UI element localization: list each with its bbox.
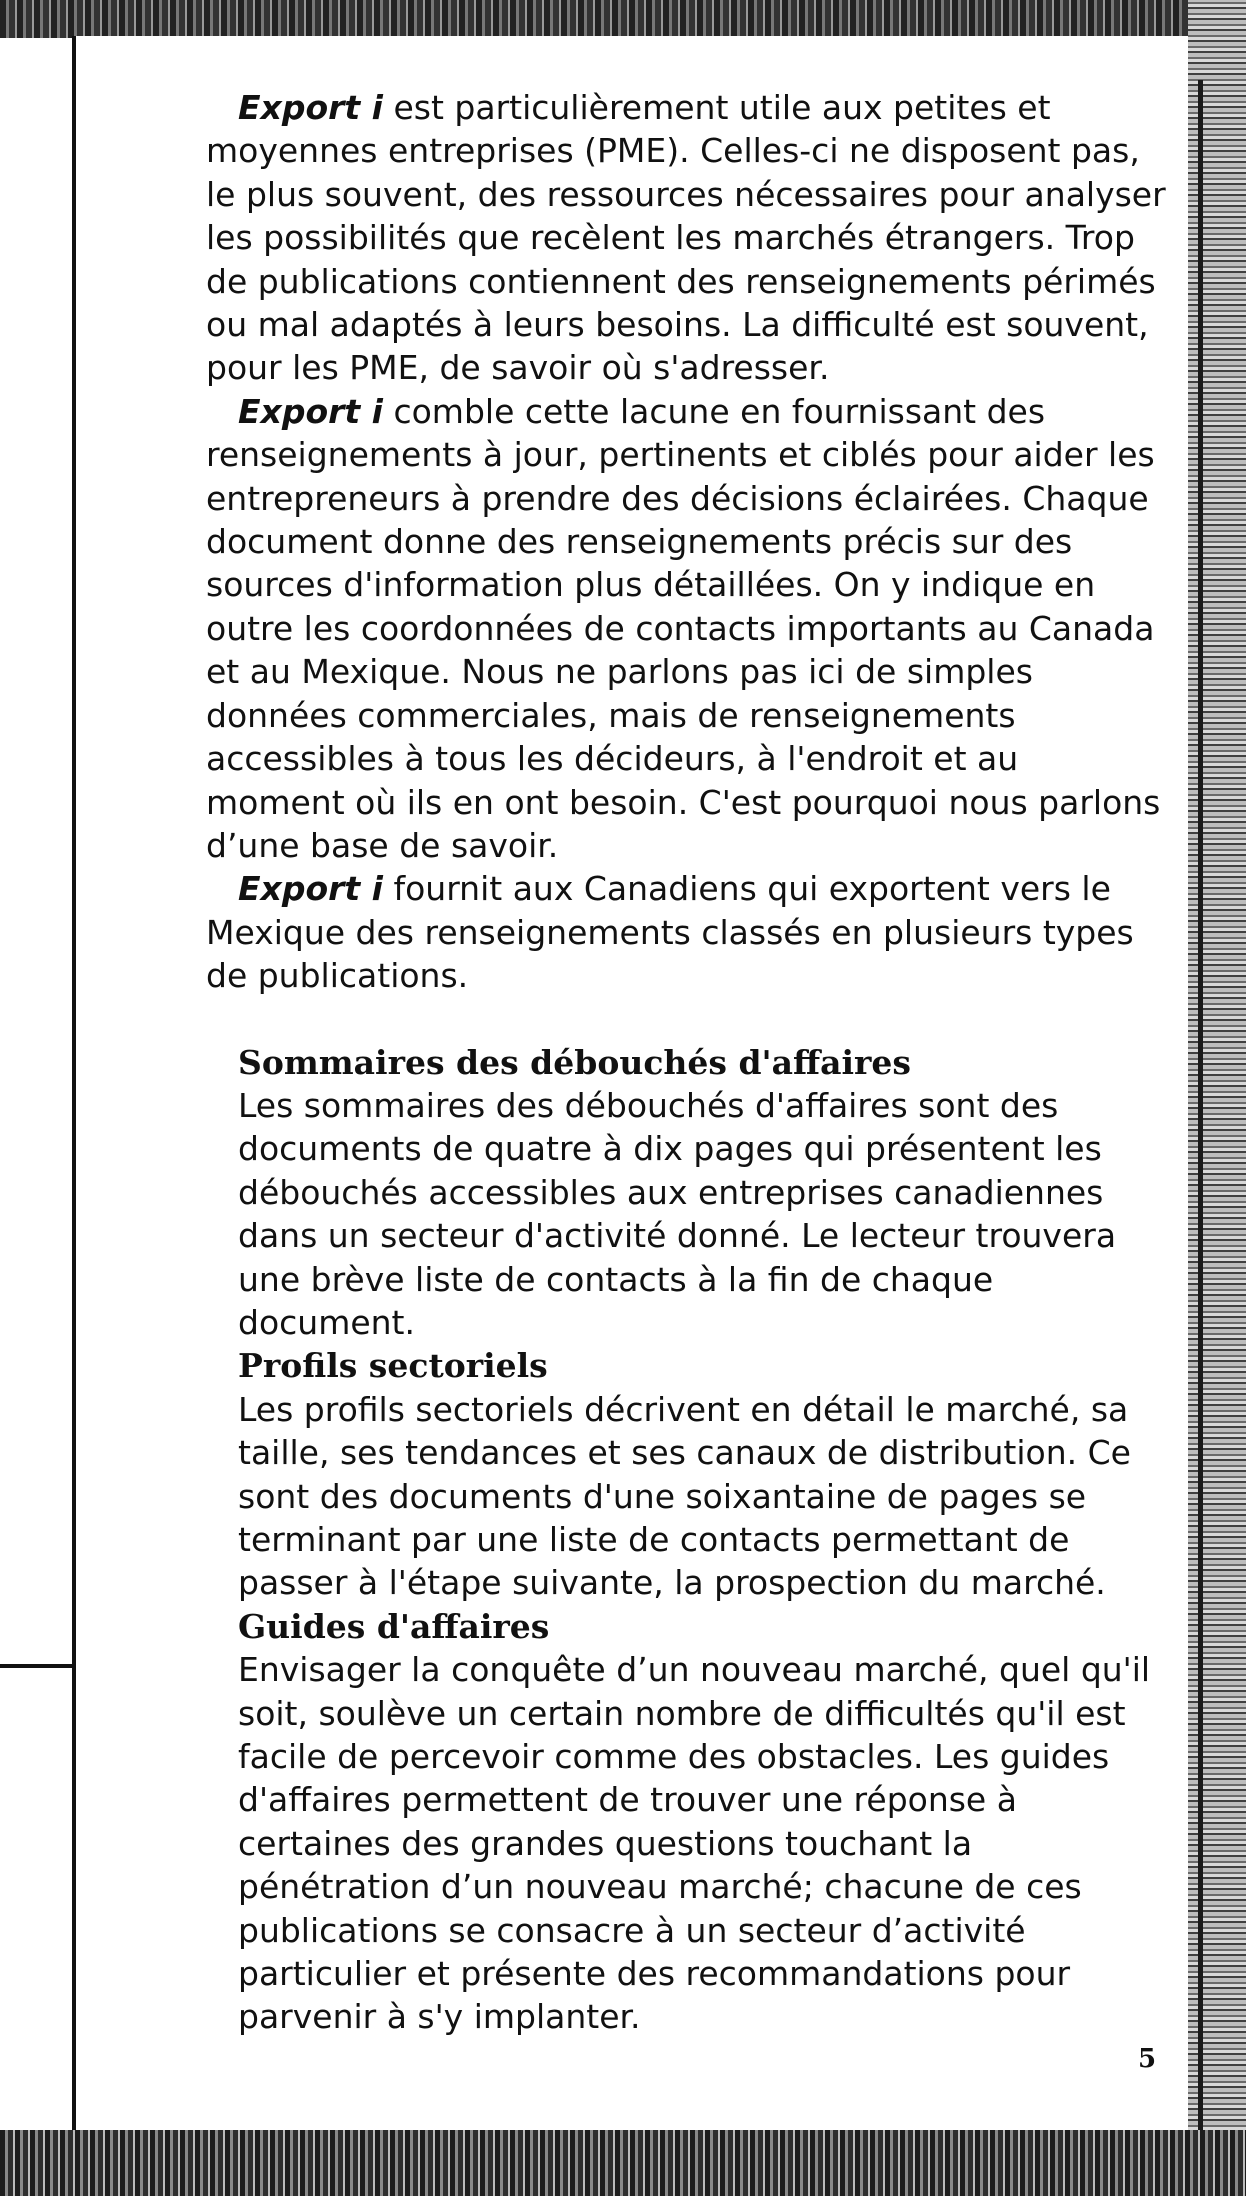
section-body-sommaires: Les sommaires des débouchés d'affaires sont des documents de quatre à dix pages qui présentent les débouchés accessibles aux entreprises canadiennes dans un secteur d'activité donné. Le lecteur trouvera une brève liste de contacts à la fin de chaque document. bbox=[238, 1085, 1117, 1342]
section-body-guides: Envisager la conquête d’un nouveau marché, quel qu'il soit, soulève un certain nombre de difficultés qu'il est facile de percevoir comme des obstacles. Les guides d'affaires permettent de trouver une réponse à certaines des grandes questions touchant la pénétration d’un nouveau marché; chacune de ces publications se consacre à un secteur d’activité particulier et présente des recommandations pour parvenir à s'y implanter. bbox=[238, 1650, 1151, 2037]
section-heading-profils: Profils sectoriels bbox=[238, 1346, 548, 1386]
intro-text-2: comble cette lacune en fournissant des renseignements à jour, pertinents et ciblés pour aider les entrepreneurs à prendre des décisions éclairées. Chaque document donne des renseignements précis sur des sources d'information plus détaillées. On y indique en outre les coordonnées de contacts importants au Canada et au Mexique. Nous ne parlons pas ici de simples données commerciales, mais de renseignements accessibles à tous les décideurs, à l'endroit et au moment où ils en ont besoin. C'est pourquoi nous parlons d’une base de savoir. bbox=[206, 391, 1161, 865]
scan-border-top bbox=[0, 0, 1246, 38]
intro-text-1: est particulièrement utile aux petites et moyennes entreprises (PME). Celles-ci ne disposent pas, le plus souvent, des ressources nécessaires pour analyser les possibilités que recèlent les marchés étrangers. Trop de publications contiennent des renseignements périmés ou mal adaptés à leurs besoins. La difficulté est souvent, pour les PME, de savoir où s'adresser. bbox=[206, 88, 1166, 388]
scan-border-right bbox=[1188, 0, 1246, 2196]
left-margin-rule bbox=[0, 1664, 72, 1668]
page-content bbox=[206, 86, 1166, 2039]
intro-paragraph-1 bbox=[206, 86, 1166, 390]
scan-border-bottom bbox=[0, 2130, 1246, 2196]
brand-name: Export i bbox=[238, 391, 383, 431]
section-heading-guides: Guides d'affaires bbox=[238, 1606, 550, 1646]
section-heading-sommaires: Sommaires des débouchés d'affaires bbox=[238, 1042, 912, 1082]
intro-paragraph-2 bbox=[206, 390, 1166, 867]
section-body-profils: Les profils sectoriels décrivent en détail le marché, sa taille, ses tendances et ses canaux de distribution. Ce sont des documents d'une soixantaine de pages se terminant par une liste de contacts permettant de passer à l'étape suivante, la prospection du marché. bbox=[238, 1389, 1131, 1603]
page-number: 5 bbox=[1138, 2044, 1157, 2074]
brand-name: Export i bbox=[238, 869, 383, 909]
intro-text-3: fournit aux Canadiens qui exportent vers le Mexique des renseignements classés en plusieurs types de publications. bbox=[206, 869, 1134, 996]
section-spacer bbox=[206, 998, 1166, 1041]
brand-name: Export i bbox=[238, 88, 383, 127]
page-edge-line bbox=[1198, 80, 1203, 2130]
left-margin bbox=[0, 38, 72, 2130]
intro-paragraph-3 bbox=[206, 867, 1166, 997]
page bbox=[72, 36, 1188, 2130]
